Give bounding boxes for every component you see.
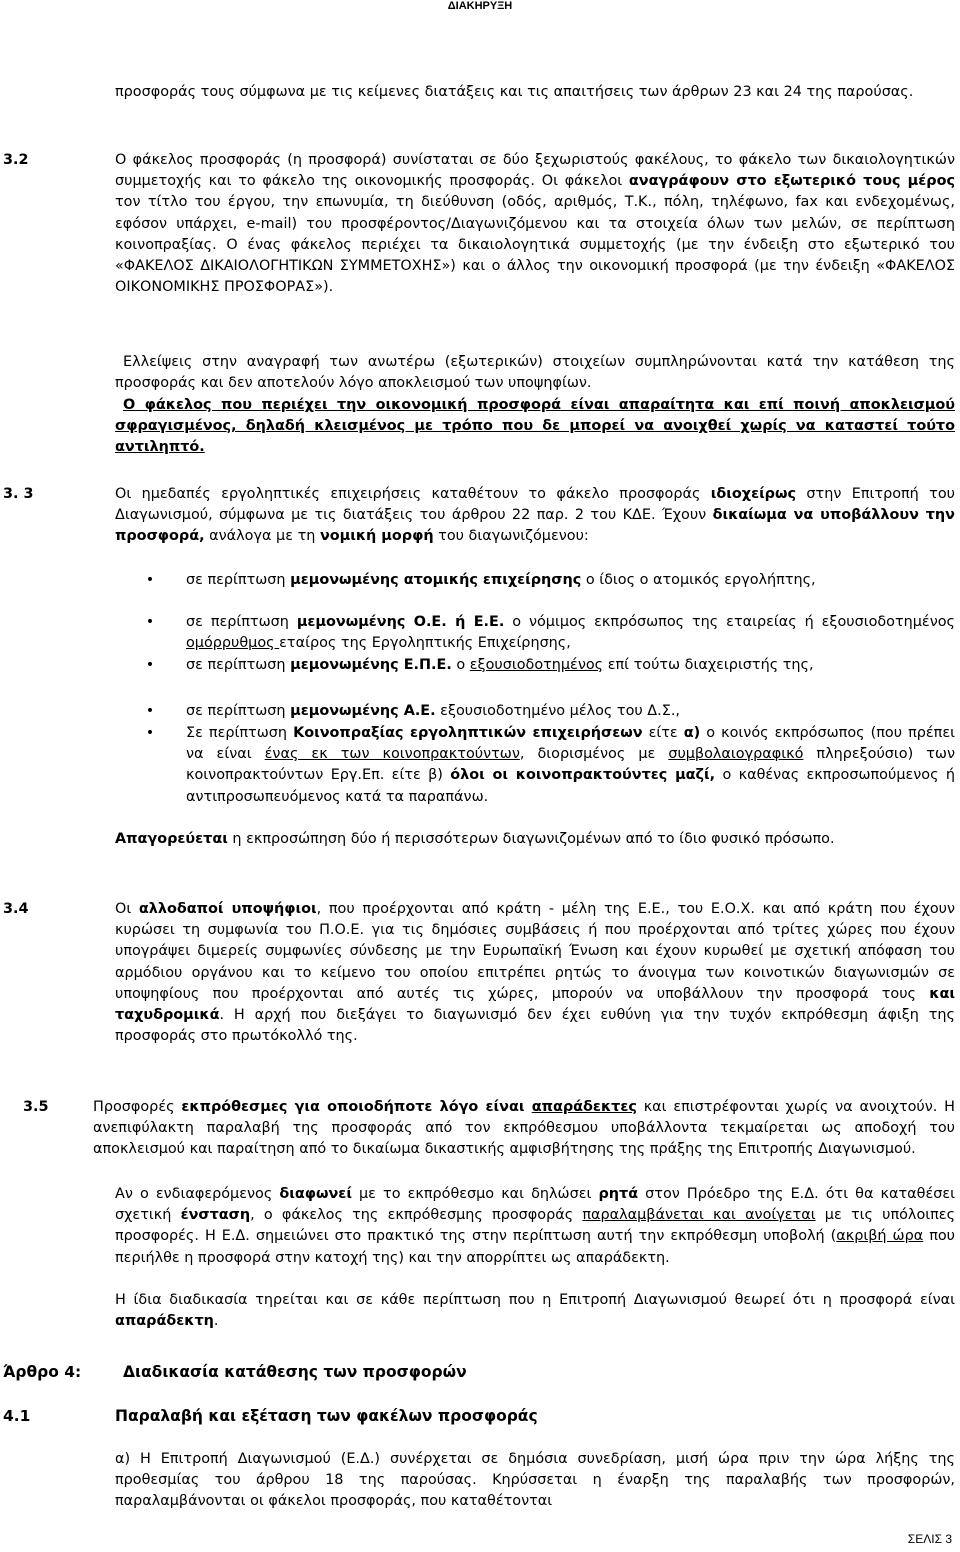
bold-text: Κοινοπραξίας εργοληπτικών επιχειρήσεων — [293, 725, 643, 741]
bold-text: ρητά — [598, 1186, 639, 1202]
text: , ο φάκελος της εκπρόθεσμης προσφοράς — [250, 1207, 583, 1224]
section-number-4-1: 4.1 — [3, 1407, 31, 1425]
text: Οι — [115, 901, 139, 917]
text: ο ίδιος ο ατομικός εργολήπτης, — [581, 572, 816, 588]
text: και επιστρέφονται χωρίς να ανοιχτούν. Η ανεπιφύλακτη παραλαβή της προσφοράς από τον εκπρόθεσμου υποβάλλοντα τεκμαίρεται ως αποδοχή του αποκλεισμού και παραίτηση από το δικαίωμα δικαστικής αμφισβήτησης της πράξης της Επιτροπής Διαγωνισμού. — [93, 1099, 955, 1158]
underlined-text: ακριβή ώρα — [836, 1228, 924, 1245]
bold-text: εκπρόθεσμες για οποιοδήποτε λόγο είναι — [181, 1099, 532, 1115]
article-4-title: Διαδικασία κατάθεσης των προσφορών — [123, 1363, 467, 1381]
text: Ο φάκελος προσφοράς (η προσφορά) συνίσταται σε δύο ξεχωριστούς φακέλους, το φάκελο των δικαιολογητικών συμμετοχής και το φάκελο της οικονομικής προσφοράς. Οι φάκελοι — [115, 152, 955, 190]
bold-text: δικαίωμα να υποβάλλουν την προσφορά, — [115, 507, 955, 545]
bold-text: αλλοδαποί υποψήφιοι — [138, 901, 317, 917]
bullet-item-4 — [186, 701, 955, 722]
text: . — [213, 1313, 219, 1330]
text: ο νόμιμος εκπρόσωπος της εταιρείας ή εξουσιοδοτημένος — [504, 614, 955, 630]
text: στην Επιτροπή του Διαγωνισμού, σύμφωνα με τις διατάξεις του άρθρου 22 παρ. 2 του ΚΔΕ. Έχουν — [115, 486, 955, 524]
text: σε περίπτωση — [186, 572, 291, 588]
section-3-4-paragraph — [115, 899, 955, 1047]
bullet-icon: • — [145, 572, 155, 588]
text: εταίρος της Εργοληπτικής Επιχείρησης, — [279, 635, 571, 652]
text: Προσφορές — [93, 1099, 182, 1115]
text: στον Πρόεδρο της Ε.Δ. ότι θα καταθέσει σχετική — [115, 1186, 955, 1224]
bold-text: Απαγορεύεται — [115, 831, 228, 847]
bullet-item-5 — [186, 723, 955, 808]
bold-text: ιδιοχείρως — [710, 486, 797, 502]
section-4-1-title: Παραλαβή και εξέταση των φακέλων προσφοράς — [115, 1407, 538, 1425]
text: ο καθένας εκπροσωπούμενος ή αντιπροσωπευόμενος κατά τα παραπάνω. — [186, 767, 955, 805]
bullet-icon: • — [145, 614, 155, 630]
bullet-icon: • — [145, 657, 155, 673]
text: . Η αρχή που διεξάγει το διαγωνισμό δεν έχει ευθύνη για την τυχόν εκπρόθεσμη άφιξη της προσφοράς στο πρωτόκολλό της. — [115, 1007, 955, 1045]
text: επί τούτω διαχειριστής της, — [603, 657, 814, 673]
section-number-3-3: 3. 3 — [3, 486, 34, 502]
text: ο κοινός εκπρόσωπος (που πρέπει να είναι — [186, 725, 955, 763]
article-4-label: Άρθρο 4: — [3, 1363, 82, 1381]
text: εξουσιοδοτημένο μέλος του Δ.Σ., — [435, 703, 680, 719]
text: πληρεξούσιο) των κοινοπρακτούντων Εργ.Επ. είτε β) — [186, 746, 955, 784]
bold-text: μεμονωμένης Α.Ε. — [290, 703, 436, 719]
text: Αν ο ενδιαφερόμενος — [115, 1186, 280, 1202]
bold-underlined-text: απαράδεκτες — [531, 1099, 637, 1115]
bullet-item-2 — [186, 612, 955, 654]
text: σε περίπτωση — [186, 614, 297, 630]
bold-text: νομική μορφή — [319, 528, 434, 545]
text: σε περίπτωση — [186, 703, 291, 719]
underlined-text: εξουσιοδοτημένος — [469, 657, 604, 673]
bullet-item-1 — [186, 570, 955, 591]
text: Οι ημεδαπές εργοληπτικές επιχειρήσεις καταθέτουν το φάκελο προσφοράς — [115, 486, 711, 502]
underlined-text: ένας εκ των κοινοπρακτούντων — [264, 746, 520, 763]
text: η εκπροσώπηση δύο ή περισσότερων διαγωνιζομένων από το ίδιο φυσικό πρόσωπο. — [227, 831, 835, 847]
bullet-item-3 — [186, 655, 955, 676]
text: με τις υπόλοιπες προσφορές. Η Ε.Δ. σημειώνει στο πρακτικό της στην περίπτωση αυτή την εκπρόθεσμη υποβολή ( — [115, 1207, 956, 1245]
section-3-2-paragraph-3: Ο φάκελος που περιέχει την οικονομική προσφορά είναι απαραίτητα και επί ποινή αποκλεισμού σφραγισμένος, δηλαδή κλεισμένος με τρόπο που δε μπορεί να ανοιχθεί χωρίς να καταστεί τούτο αντιληπτό. — [115, 397, 955, 456]
text: τον τίτλο του έργου, την επωνυμία, τη διεύθυνση (οδός, αριθμός, Τ.Κ., πόλη, τηλέφωνο, fax και ενδεχομένως, εφόσον υπάρχει, e-mail) του προσφέροντος/Διαγωνιζόμενου και τα στοιχεία όλων των μελών, σε περίπτωση κοινοπραξίας. Ο ένας φάκελος περιέχει τα δικαιολογητικά συμμετοχής (με την ένδειξη στο εξωτερικό του «ΦΑΚΕΛΟΣ ΔΙΚΑΙΟΛΟΓΗΤΙΚΩΝ ΣΥΜΜΕΤΟΧΗΣ») και ο άλλος την οικονομική προσφορά (με την ένδειξη «ΦΑΚΕΛΟΣ ΟΙΚΟΝΟΜΙΚΗΣ ΠΡΟΣΦΟΡΑΣ»). — [115, 194, 955, 296]
bold-text: απαράδεκτη — [115, 1313, 214, 1330]
text: του διαγωνιζόμενου: — [433, 528, 589, 545]
bold-text: μεμονωμένης Ε.Π.Ε. — [290, 657, 452, 673]
section-3-3-closing — [115, 829, 955, 850]
document-header: ΔΙΑΚΗΡΥΞΗ — [447, 0, 513, 12]
top-paragraph: προσφοράς τους σύμφωνα με τις κείμενες διατάξεις και τις απαιτήσεις των άρθρων 23 και 24 της παρούσας. — [115, 84, 914, 100]
text: σε περίπτωση — [186, 657, 291, 673]
section-number-3-5: 3.5 — [23, 1099, 49, 1115]
page-number: ΣΕΛΙΣ 3 — [907, 1532, 952, 1546]
bold-text: διαφωνεί — [279, 1186, 352, 1202]
bold-text: μεμονωμένης Ο.Ε. ή Ε.Ε. — [296, 614, 505, 630]
bold-text: μεμονωμένης ατομικής επιχείρησης — [290, 572, 582, 588]
bullet-icon: • — [145, 725, 155, 741]
text: είτε — [642, 725, 684, 741]
text: ανάλογα με τη — [204, 528, 320, 545]
text: , διορισμένος με — [519, 746, 669, 763]
section-3-2-paragraph-1 — [115, 150, 955, 298]
bold-text: α) — [683, 725, 701, 741]
underlined-text: ομόρρυθμος — [186, 635, 280, 652]
text: , που προέρχονται από κράτη - μέλη της Ε.Ε., του Ε.Ο.Χ. και από κράτη που έχουν κυρώσει τη συμφωνία του Π.Ο.Ε. για τις δημόσιες συμβάσεις ή που προέρχονται από τρίτες χώρες που έχουν υπογράψει διμερείς συμφωνίες σύνδεσης με την Ευρωπαϊκή Ένωση και έχουν κυρωθεί με σχετική απόφαση του αρμόδιου οργάνου και το κείμενο του οποίου επιτρέπει ρητώς το άνοιγμα των κοινοτικών διαγωνισμών σε υποψηφίους που προέρχονται από αυτές τις χώρες, μπορούν να υποβάλλουν την προσφορά τους — [115, 901, 955, 1002]
section-number-3-2: 3.2 — [3, 152, 29, 168]
bullet-icon: • — [145, 703, 155, 719]
underlined-text: συμβολαιογραφικό — [668, 746, 804, 763]
bold-text: και ταχυδρομικά — [115, 985, 955, 1024]
section-3-5-paragraph-1 — [93, 1097, 955, 1161]
section-3-5-paragraph-3 — [115, 1290, 955, 1332]
text: Σε περίπτωση — [186, 725, 294, 741]
section-3-5-paragraph-2 — [115, 1184, 955, 1269]
text: με το εκπρόθεσμο και δηλώσει — [351, 1186, 599, 1202]
text: που περιήλθε η προσφορά στην κατοχή της) και την απορρίπτει ως απαράδεκτη. — [115, 1228, 956, 1266]
section-3-3-intro — [115, 484, 955, 548]
bold-text: ένσταση — [180, 1207, 251, 1224]
section-number-3-4: 3.4 — [3, 901, 29, 917]
text: Η ίδια διαδικασία τηρείται και σε κάθε περίπτωση που η Επιτροπή Διαγωνισμού θεωρεί ότι η προσφορά είναι — [115, 1292, 955, 1308]
underlined-text: παραλαμβάνεται και ανοίγεται — [582, 1207, 816, 1224]
bold-text: αναγράφουν στο εξωτερικό τους μέρος — [628, 173, 955, 190]
text: ο — [451, 657, 470, 673]
section-4-1-paragraph: α) Η Επιτροπή Διαγωνισμού (Ε.Δ.) συνέρχεται σε δημόσια συνεδρίαση, μισή ώρα πριν την ώρα λήξης της προθεσμίας του άρθρου 18 της παρούσας. Κηρύσσεται η έναρξη της παραλαβής των προσφορών, παραλαμβάνονται οι φάκελοι προσφοράς, που καταθέτονται — [115, 1451, 955, 1510]
section-3-2-paragraph-2: Ελλείψεις στην αναγραφή των ανωτέρω (εξωτερικών) στοιχείων συμπληρώνονται κατά την κατάθεση της προσφοράς και δεν αποτελούν λόγο αποκλεισμού των υποψηφίων. — [115, 354, 955, 392]
bold-text: όλοι οι κοινοπρακτούντες μαζί, — [450, 767, 716, 784]
